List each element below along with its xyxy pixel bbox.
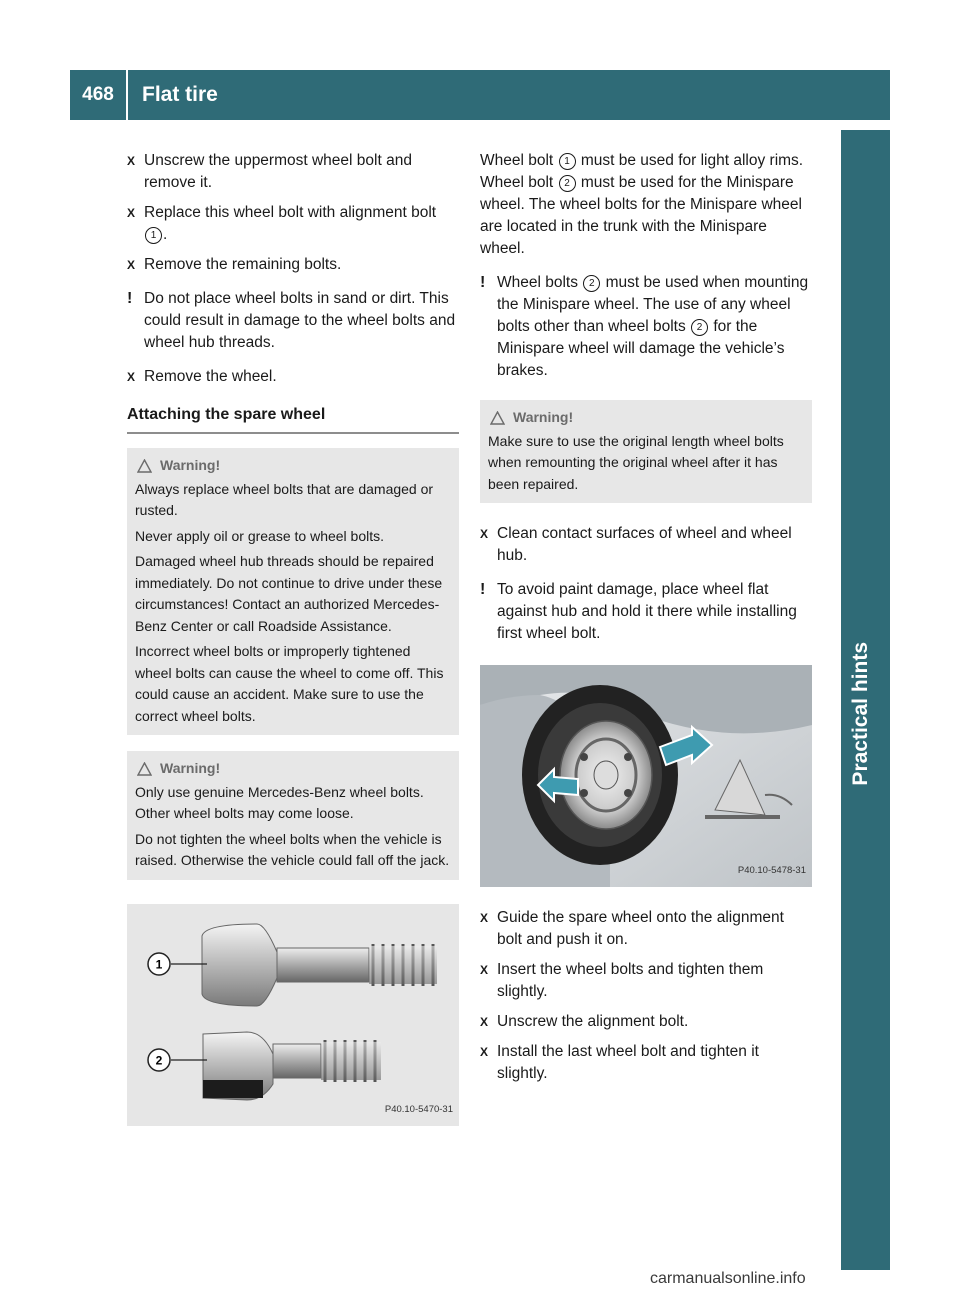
callout-ref: 1: [145, 227, 162, 244]
callout-1-label: 1: [155, 957, 163, 971]
spare-wheel-illustration: [480, 665, 812, 887]
step-item: X Unscrew the alignment bolt.: [480, 1011, 812, 1033]
wheel-bolt-figure: [127, 904, 459, 1126]
exclamation-icon: !: [127, 290, 133, 307]
step-arrow-icon: X: [480, 1045, 489, 1059]
bolt-2: [203, 1032, 381, 1100]
callout-ref: 1: [559, 153, 576, 170]
step-arrow-icon: X: [127, 154, 136, 168]
step-arrow-icon: X: [480, 911, 489, 925]
figure-caption: P40.10-5470-31: [384, 1103, 453, 1115]
step-list: [480, 907, 812, 1085]
watermark: carmanualsonline.info: [650, 1270, 806, 1287]
step-item: X Install the last wheel bolt and tighten it slightly.: [480, 1043, 759, 1082]
spare-wheel-figure: [480, 665, 812, 887]
step-item: X Insert the wheel bolts and tighten them slightly.: [480, 961, 764, 1000]
warning-box: Warning! Make sure to use the original length wheel bolts when remounting the original wheel after it has been repaired.: [480, 400, 812, 503]
step-arrow-icon: X: [127, 370, 136, 384]
caution-note: ! Wheel bolts 2 must be used when mounting the Minispare wheel. The use of any wheel bolts other than wheel bolts 2 for the Minispare wheel will damage the vehicle’s brakes.: [480, 274, 809, 379]
step-item: X Remove the wheel.: [127, 366, 459, 388]
exclamation-icon: !: [480, 274, 486, 291]
left-column: [127, 150, 459, 1126]
callout-ref: 2: [583, 275, 600, 292]
section-heading: Attaching the spare wheel: [127, 404, 459, 434]
warning-triangle-icon: [137, 459, 152, 473]
step-arrow-icon: X: [480, 963, 489, 977]
page-title: Flat tire: [142, 83, 218, 106]
bolt-1: [202, 924, 437, 1006]
callout-2-label: 2: [155, 1053, 163, 1067]
figure-caption: P40.10-5478-31: [737, 865, 806, 876]
step-item: X Remove the remaining bolts.: [127, 254, 459, 276]
callout-ref: 2: [559, 175, 576, 192]
callout-ref: 2: [691, 319, 708, 336]
warning-triangle-icon: [137, 762, 152, 776]
step-item: X Unscrew the uppermost wheel bolt and remove it.: [127, 152, 412, 191]
caution-note: ! Do not place wheel bolts in sand or dirt. This could result in damage to the wheel bolts and wheel hub threads.: [127, 290, 456, 351]
step-arrow-icon: X: [480, 527, 489, 541]
step-item: X Replace this wheel bolt with alignment bolt 1 .: [127, 204, 437, 243]
intro-paragraph: Wheel bolt 1 must be used for light alloy rims. Wheel bolt 2 must be used for the Minispare wheel. The wheel bolts for the Minispare wheel are located in the trunk with the Minispare wheel.: [480, 152, 804, 257]
side-tab-label: Practical hints: [849, 642, 872, 786]
warning-triangle-icon: [490, 411, 505, 425]
step-item: X Clean contact surfaces of wheel and wheel hub.: [480, 525, 792, 564]
warning-box: Warning! Only use genuine Mercedes-Benz wheel bolts. Other wheel bolts may come loose. Do not tighten the wheel bolts when the vehicle is raised. Otherwise the vehicle could fall off the jack.: [127, 751, 459, 880]
warning-box: Warning! Always replace wheel bolts that are damaged or rusted. Never apply oil or grease to wheel bolts. Damaged wheel hub threads should be repaired immediately. Do not continue to drive under these circumstances! Contact an authorized Mercedes-Benz Center or call Roadside Assistance. Incorrect wheel bolts or improperly tightened wheel bolts can cause the wheel to come off. This could cause an accident. Make sure to use the correct wheel bolts.: [127, 448, 459, 735]
caution-note: ! To avoid paint damage, place wheel flat against hub and hold it there while installing first wheel bolt.: [480, 581, 797, 642]
exclamation-icon: !: [480, 581, 486, 598]
step-arrow-icon: X: [480, 1015, 489, 1029]
wheel-bolt-illustration: [127, 904, 459, 1126]
page-number: 468: [82, 84, 114, 105]
right-column: [480, 150, 812, 1093]
step-arrow-icon: X: [127, 258, 136, 272]
step-item: X Guide the spare wheel onto the alignment bolt and push it on.: [480, 909, 784, 948]
step-arrow-icon: X: [127, 206, 136, 220]
header-divider: [126, 70, 128, 120]
